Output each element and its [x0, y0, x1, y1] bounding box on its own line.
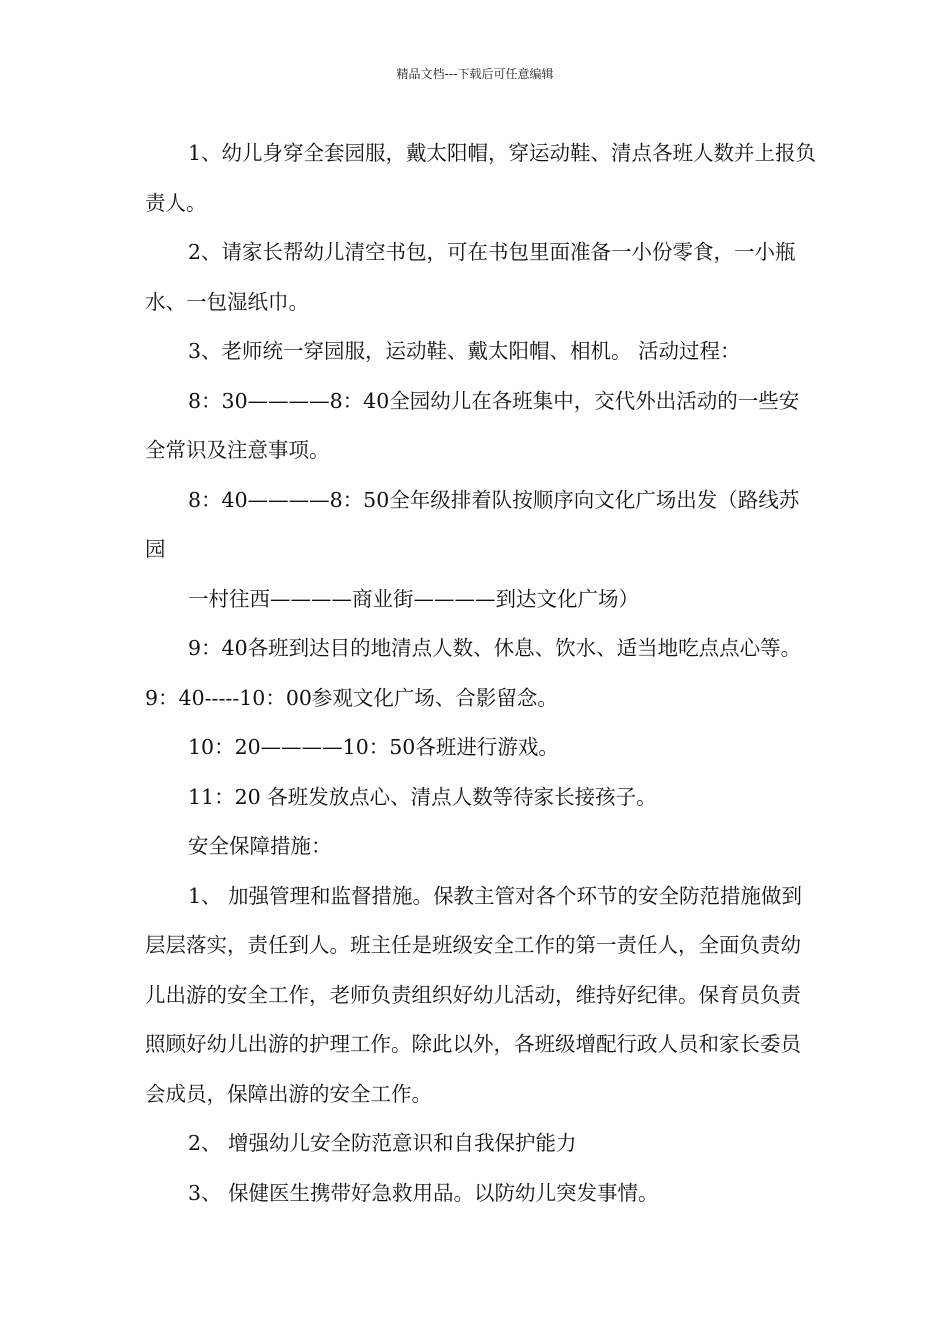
paragraph-schedule-2: 8：40————8：50全年级排着队按顺序向文化广场出发（路线苏园 [145, 487, 800, 561]
paragraph-schedule-5: 11：20 各班发放点心、清点人数等待家长接孩子。 [188, 784, 657, 809]
paragraph-schedule-route: 一村往西————商业街————到达文化广场） [188, 586, 639, 611]
paragraph-prep-1: 1、幼儿身穿全套园服，戴太阳帽，穿运动鞋、清点各班人数并上报负责人。 [145, 141, 817, 215]
paragraph-safety-2: 2、 增强幼儿安全防范意识和自我保护能力 [188, 1131, 577, 1155]
paragraph-prep-2: 2、请家长帮幼儿清空书包，可在书包里面准备一小份零食，一小瓶水、一包湿纸巾。 [145, 240, 796, 314]
section-heading-safety: 安全保障措施： [188, 834, 332, 858]
paragraph-safety-1: 1、 加强管理和监督措施。保教主管对各个环节的安全防范措施做到层层落实，责任到人。班主任是班级安全工作的第一责任人，全面负责幼儿出游的安全工作，老师负责组织好幼儿活动，维持好纪律。保育员负责照顾好幼儿出游的护理工作。除此以外，各班级增配行政人员和家长委员会成员，保障出游的安全工作。 [145, 883, 803, 1106]
paragraph-schedule-4: 10：20————10：50各班进行游戏。 [188, 735, 559, 759]
document-body [145, 129, 817, 1218]
page-header: 精品文档---下载后可任意编辑 [396, 67, 554, 81]
paragraph-safety-3: 3、 保健医生携带好急救用品。以防幼儿突发事情。 [188, 1180, 659, 1205]
paragraph-prep-3: 3、老师统一穿园服，运动鞋、戴太阳帽、相机。 活动过程： [188, 339, 741, 363]
paragraph-schedule-1: 8：30————8：40全园幼儿在各班集中，交代外出活动的一些安全常识及注意事项。 [145, 388, 800, 462]
paragraph-schedule-3: 9：40各班到达目的地清点人数、休息、饮水、适当地吃点点心等。 9：40-----10：00参观文化广场、合影留念。 [145, 636, 802, 710]
